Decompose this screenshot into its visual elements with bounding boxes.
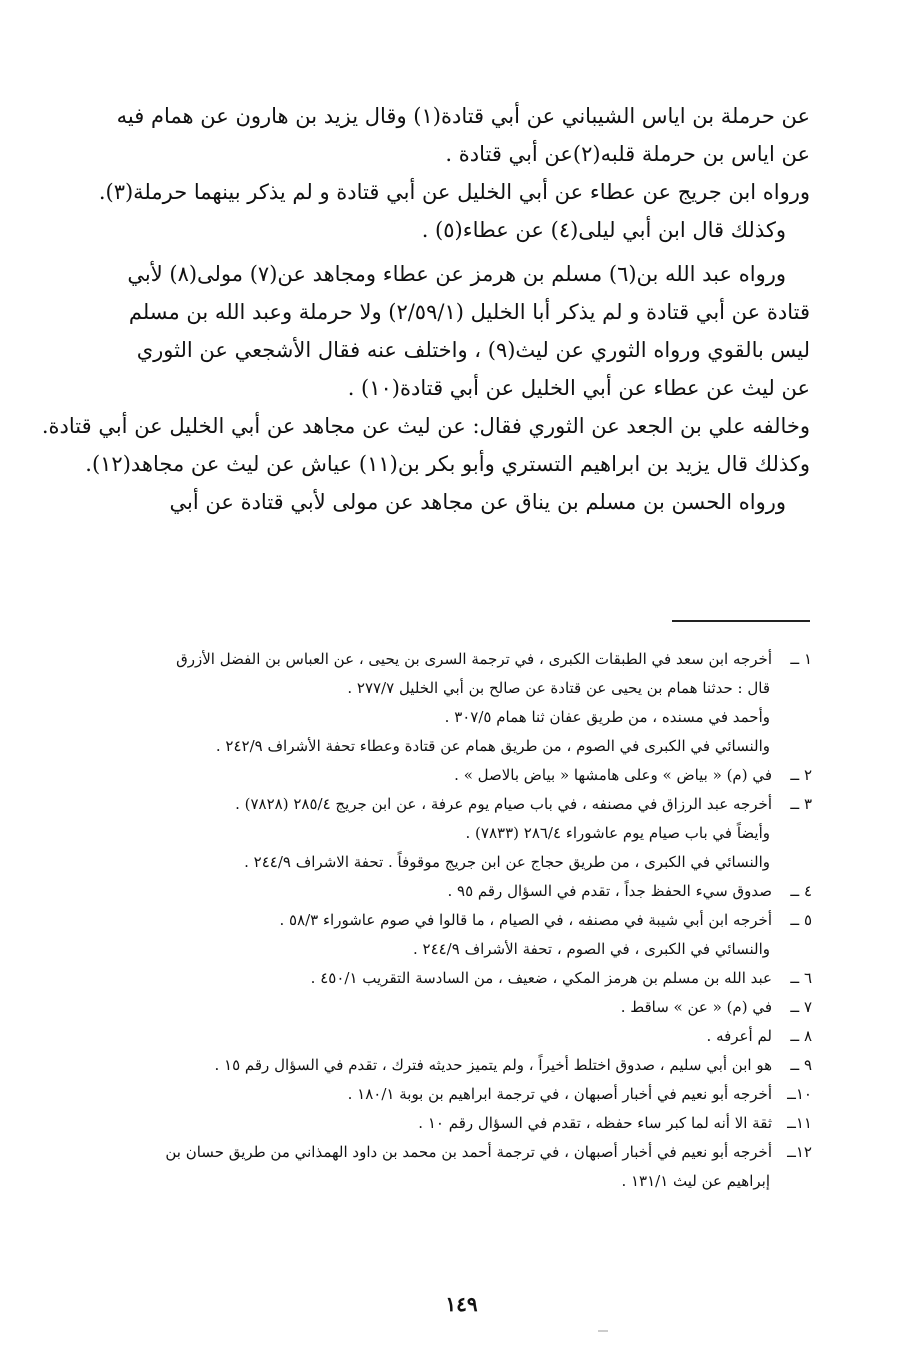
footnote-number: ١ ــ <box>790 650 812 668</box>
footnote-number: ٨ ــ <box>790 1027 812 1045</box>
footnote-number: ١١ــ <box>787 1114 812 1132</box>
footnote-3 <box>128 790 812 819</box>
footnote-1-cont: قال : حدثنا همام بن يحيى عن قتادة عن صالح بن أبي الخليل ٢٧٧/٧ . <box>347 679 770 697</box>
footnote-text: عبد الله بن مسلم بن هرمز المكي ، ضعيف ، من السادسة التقريب ٤٥٠/١ . <box>310 969 772 987</box>
footnote-5 <box>128 906 812 935</box>
footnote-text: هو ابن أبي سليم ، صدوق اختلط أخيراً ، ولم يتميز حديثه فترك ، تقدم في السؤال رقم ١٥ . <box>214 1056 772 1074</box>
footnote-text: صدوق سيء الحفظ جداً ، تقدم في السؤال رقم ٩٥ . <box>447 882 772 900</box>
footnote-12 <box>128 1138 812 1167</box>
footnote-9 <box>128 1051 812 1080</box>
footnote-8 <box>128 1022 812 1051</box>
footnote-7 <box>128 993 812 1022</box>
footnote-3-cont: وأيضاً في باب صيام يوم عاشوراء ٢٨٦/٤ (٧٨٣٣) . <box>465 824 770 842</box>
footnote-text: أخرجه عبد الرزاق في مصنفه ، في باب صيام يوم عرفة ، عن ابن جريج ٢٨٥/٤ (٧٨٢٨) . <box>235 795 772 813</box>
footnote-11 <box>128 1109 812 1138</box>
main-line: عن اياس بن حرملة قلبه(٢)عن أبي قتادة . <box>445 142 810 166</box>
footnote-5-cont: والنسائي في الكبرى ، في الصوم ، تحفة الأشراف ٢٤٤/٩ . <box>412 940 770 958</box>
footnote-number: ٩ ــ <box>790 1056 812 1074</box>
main-line: وكذلك قال يزيد بن ابراهيم التستري وأبو بكر بن(١١) عياش عن ليث عن مجاهد(١٢). <box>85 452 810 476</box>
footnote-number: ١٢ــ <box>787 1143 812 1161</box>
footnote-10 <box>128 1080 812 1109</box>
footnote-text: أخرجه ابن سعد في الطبقات الكبرى ، في ترجمة السرى بن يحيى ، عن العباس بن الفضل الأزرق <box>176 650 772 668</box>
footnote-text: أخرجه أبو نعيم في أخبار أصبهان ، في ترجمة أحمد بن محمد بن داود الهمذاني من طريق حسان بن <box>165 1143 772 1161</box>
footnote-text: في (م) « بياض » وعلى هامشها « بياض بالاصل » . <box>454 766 772 784</box>
main-line: ورواه ابن جريج عن عطاء عن أبي الخليل عن أبي قتادة و لم يذكر بينهما حرملة(٣). <box>98 180 810 204</box>
page-number: ١٤٩ <box>445 1292 478 1316</box>
main-line: ليس بالقوي ورواه الثوري عن ليث(٩) ، واختلف عنه فقال الأشجعي عن الثوري <box>136 338 810 362</box>
footnote-3-cont: والنسائي في الكبرى ، من طريق حجاج عن ابن جريج موقوفاً . تحفة الاشراف ٢٤٤/٩ . <box>244 853 770 871</box>
main-line: وخالفه علي بن الجعد عن الثوري فقال: عن ليث عن مجاهد عن أبي الخليل عن أبي قتادة. <box>41 414 810 438</box>
footnote-6 <box>128 964 812 993</box>
main-line: عن حرملة بن اياس الشيباني عن أبي قتادة(١) وقال يزيد بن هارون عن همام فيه <box>116 104 810 128</box>
footnote-number: ٤ ــ <box>790 882 812 900</box>
footnote-12-cont: إبراهيم عن ليث ١٣١/١ . <box>621 1172 770 1190</box>
main-line: عن ليث عن عطاء عن أبي الخليل عن أبي قتادة(١٠) . <box>347 376 810 400</box>
footnote-2 <box>128 761 812 790</box>
footnote-4 <box>128 877 812 906</box>
footnote-text: أخرجه ابن أبي شيبة في مصنفه ، في الصيام ، ما قالوا في صوم عاشوراء ٥٨/٣ . <box>279 911 772 929</box>
main-line: ورواه عبد الله بن(٦) مسلم بن هرمز عن عطاء ومجاهد عن(٧) مولى(٨) لأبي <box>127 262 786 286</box>
footnote-text: ثقة الا أنه لما كبر ساء حفظه ، تقدم في السؤال رقم ١٠ . <box>418 1114 772 1132</box>
footnote-number: ٥ ــ <box>790 911 812 929</box>
footnote-number: ٧ ــ <box>790 998 812 1016</box>
main-line: وكذلك قال ابن أبي ليلى(٤) عن عطاء(٥) . <box>421 218 786 242</box>
footnote-number: ١٠ــ <box>787 1085 812 1103</box>
footnote-number: ٦ ــ <box>790 969 812 987</box>
footnote-1-cont: وأحمد في مسنده ، من طريق عفان ثنا همام ٣٠٧/٥ . <box>444 708 770 726</box>
footnote-text: أخرجه أبو نعيم في أخبار أصبهان ، في ترجمة ابراهيم بن بوبة ١٨٠/١ . <box>347 1085 772 1103</box>
footnote-separator <box>672 620 810 622</box>
footnote-number: ٢ ــ <box>790 766 812 784</box>
footnote-text: في (م) « عن » ساقط . <box>620 998 772 1016</box>
main-text-body <box>41 97 810 521</box>
footnote-1-cont: والنسائي في الكبرى في الصوم ، من طريق همام عن قتادة وعطاء تحفة الأشراف ٢٤٢/٩ . <box>215 737 770 755</box>
footnote-number: ٣ ــ <box>790 795 812 813</box>
footnote-text: لم أعرفه . <box>706 1027 772 1045</box>
main-line: ورواه الحسن بن مسلم بن يناق عن مجاهد عن مولى لأبي قتادة عن أبي <box>169 490 786 514</box>
main-line: قتادة عن أبي قتادة و لم يذكر أبا الخليل (٢/٥٩/١) ولا حرملة وعبد الله بن مسلم <box>128 300 810 324</box>
footnotes <box>128 645 812 1196</box>
footnote-1 <box>128 645 812 674</box>
scan-speck <box>598 1330 608 1332</box>
